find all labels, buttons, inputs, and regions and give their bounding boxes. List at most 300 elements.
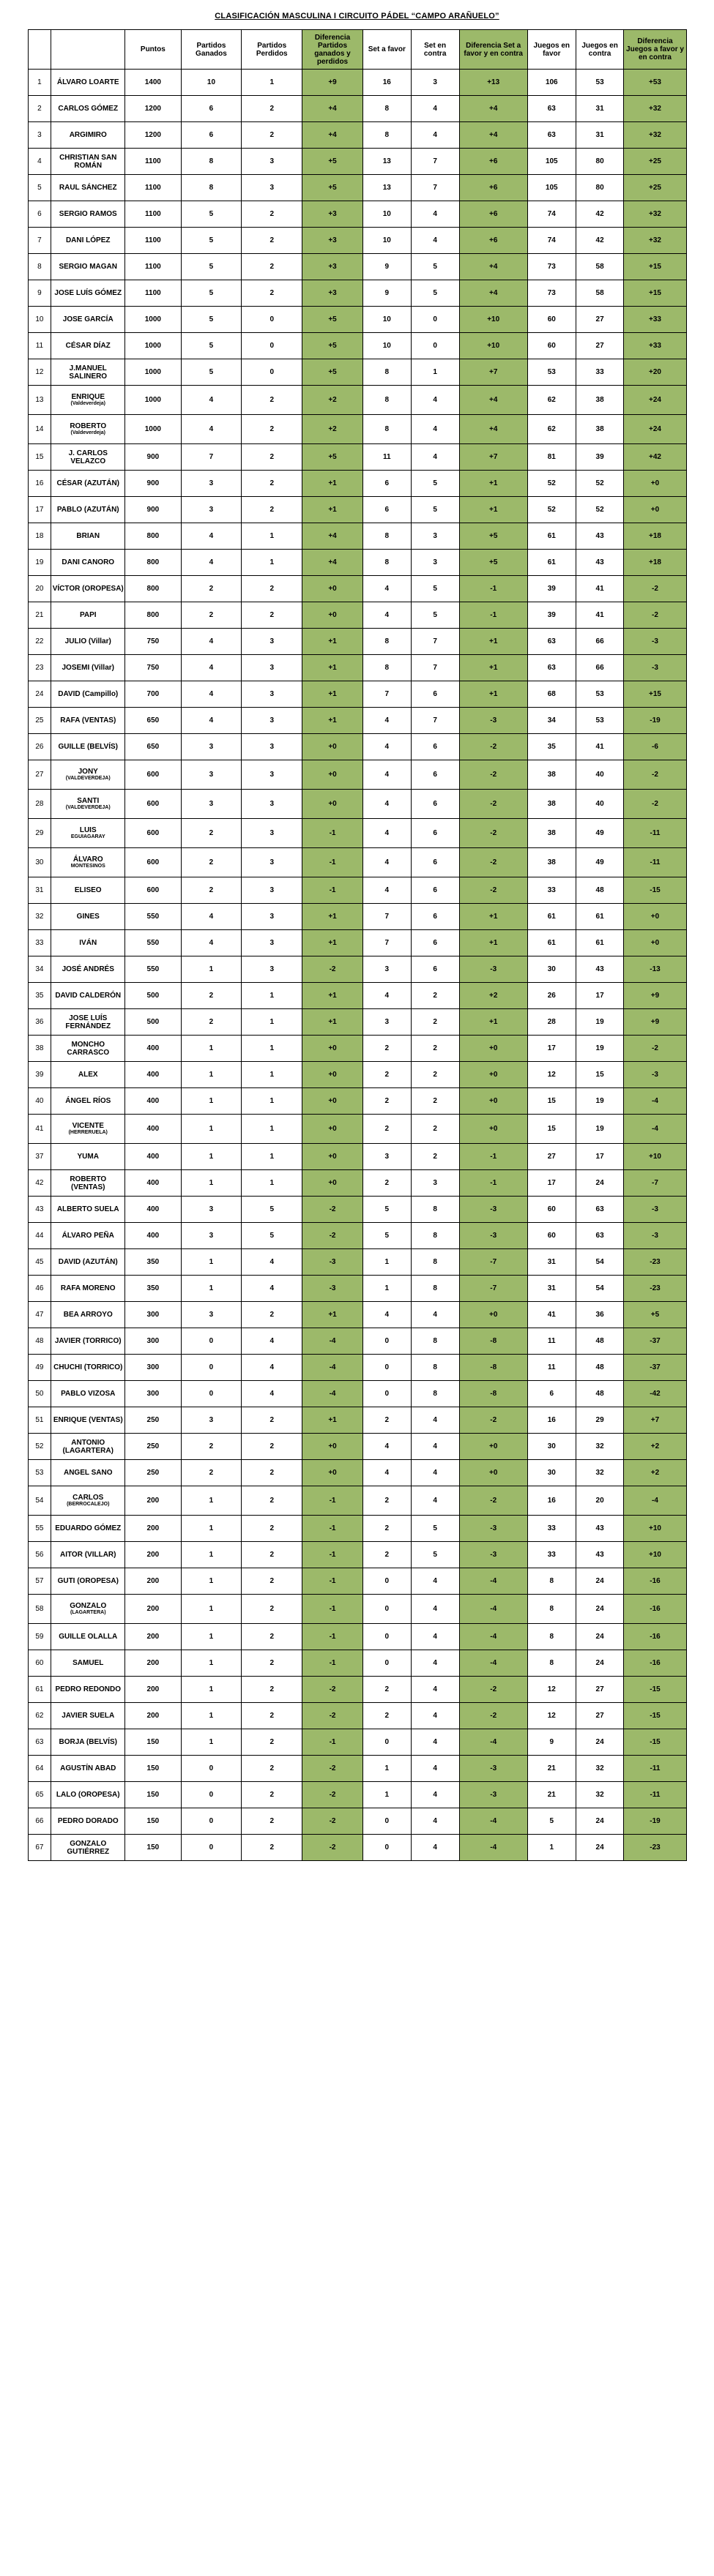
sets-diff-value: -3 bbox=[459, 1542, 527, 1568]
games-for-value: 12 bbox=[527, 1677, 576, 1703]
games-for-value: 39 bbox=[527, 576, 576, 602]
games-diff-value: +2 bbox=[624, 1460, 686, 1486]
games-diff-value: -23 bbox=[624, 1835, 686, 1861]
matches-diff-value: +5 bbox=[302, 359, 363, 386]
player-name bbox=[51, 1276, 125, 1302]
matches-won-value: 1 bbox=[181, 1729, 242, 1756]
matches-won-value: 3 bbox=[181, 1407, 242, 1434]
games-for-value: 60 bbox=[527, 1197, 576, 1223]
matches-lost-value: 3 bbox=[242, 930, 302, 956]
sets-against-value: 3 bbox=[411, 70, 459, 96]
matches-lost-value: 3 bbox=[242, 629, 302, 655]
matches-diff-value: +2 bbox=[302, 415, 363, 444]
row-position: 65 bbox=[28, 1782, 51, 1808]
games-against-value: 66 bbox=[576, 655, 624, 681]
matches-diff-value: +5 bbox=[302, 149, 363, 175]
sets-diff-value: +6 bbox=[459, 149, 527, 175]
player-name bbox=[51, 1650, 125, 1677]
sets-diff-value: -1 bbox=[459, 602, 527, 629]
matches-won-value: 4 bbox=[181, 550, 242, 576]
points-value: 200 bbox=[125, 1595, 181, 1624]
points-value: 400 bbox=[125, 1223, 181, 1249]
player-name bbox=[51, 1460, 125, 1486]
points-value: 1000 bbox=[125, 307, 181, 333]
matches-won-value: 0 bbox=[181, 1381, 242, 1407]
matches-lost-value: 3 bbox=[242, 149, 302, 175]
sets-for-value: 11 bbox=[362, 444, 411, 471]
player-name-text: DAVID CALDERÓN bbox=[55, 992, 122, 1000]
points-value: 750 bbox=[125, 629, 181, 655]
matches-lost-value: 2 bbox=[242, 1650, 302, 1677]
matches-won-value: 2 bbox=[181, 602, 242, 629]
player-name-text: ELISEO bbox=[74, 886, 102, 894]
matches-diff-value: -2 bbox=[302, 1808, 363, 1835]
sets-for-value: 0 bbox=[362, 1595, 411, 1624]
matches-lost-value: 2 bbox=[242, 1756, 302, 1782]
games-against-value: 61 bbox=[576, 904, 624, 930]
sets-for-value: 4 bbox=[362, 602, 411, 629]
player-name-text: VÍCTOR (OROPESA) bbox=[52, 585, 124, 593]
table-row bbox=[28, 1624, 686, 1650]
row-position: 16 bbox=[28, 471, 51, 497]
sets-for-value: 2 bbox=[362, 1407, 411, 1434]
games-for-value: 6 bbox=[527, 1381, 576, 1407]
player-name bbox=[51, 1677, 125, 1703]
games-against-value: 32 bbox=[576, 1434, 624, 1460]
sets-for-value: 4 bbox=[362, 819, 411, 848]
matches-lost-value: 5 bbox=[242, 1223, 302, 1249]
row-position: 40 bbox=[28, 1088, 51, 1115]
matches-won-value: 2 bbox=[181, 1009, 242, 1036]
games-against-value: 80 bbox=[576, 149, 624, 175]
sets-diff-value: +10 bbox=[459, 333, 527, 359]
matches-diff-value: -1 bbox=[302, 1568, 363, 1595]
games-diff-value: +15 bbox=[624, 280, 686, 307]
games-for-value: 74 bbox=[527, 201, 576, 228]
player-name-text: GONZALO bbox=[70, 1602, 107, 1611]
player-name bbox=[51, 149, 125, 175]
sets-against-value: 8 bbox=[411, 1355, 459, 1381]
points-value: 1100 bbox=[125, 280, 181, 307]
table-row bbox=[28, 280, 686, 307]
matches-diff-value: +0 bbox=[302, 1115, 363, 1144]
player-name bbox=[51, 1808, 125, 1835]
sets-for-value: 4 bbox=[362, 790, 411, 819]
sets-against-value: 4 bbox=[411, 228, 459, 254]
games-against-value: 17 bbox=[576, 1144, 624, 1170]
sets-diff-value: -8 bbox=[459, 1381, 527, 1407]
table-row bbox=[28, 1703, 686, 1729]
matches-diff-value: +1 bbox=[302, 1302, 363, 1328]
sets-diff-value: -7 bbox=[459, 1249, 527, 1276]
games-diff-value: +24 bbox=[624, 415, 686, 444]
matches-lost-value: 3 bbox=[242, 956, 302, 983]
table-row bbox=[28, 1302, 686, 1328]
row-position: 10 bbox=[28, 307, 51, 333]
matches-diff-value: -1 bbox=[302, 1624, 363, 1650]
matches-won-value: 2 bbox=[181, 848, 242, 877]
player-name bbox=[51, 444, 125, 471]
row-position: 3 bbox=[28, 122, 51, 149]
games-for-value: 12 bbox=[527, 1703, 576, 1729]
games-against-value: 42 bbox=[576, 228, 624, 254]
points-value: 700 bbox=[125, 681, 181, 708]
player-name-text: CARLOS bbox=[72, 1494, 104, 1502]
sets-diff-value: +6 bbox=[459, 175, 527, 201]
games-for-value: 73 bbox=[527, 254, 576, 280]
sets-against-value: 6 bbox=[411, 734, 459, 760]
matches-won-value: 0 bbox=[181, 1756, 242, 1782]
points-value: 1100 bbox=[125, 149, 181, 175]
player-name-text: SERGIO RAMOS bbox=[59, 210, 117, 218]
sets-against-value: 5 bbox=[411, 254, 459, 280]
sets-against-value: 6 bbox=[411, 877, 459, 904]
table-row bbox=[28, 444, 686, 471]
player-name bbox=[51, 228, 125, 254]
points-value: 400 bbox=[125, 1088, 181, 1115]
sets-for-value: 4 bbox=[362, 983, 411, 1009]
games-against-value: 33 bbox=[576, 359, 624, 386]
games-diff-value: -42 bbox=[624, 1381, 686, 1407]
games-against-value: 36 bbox=[576, 1302, 624, 1328]
matches-won-value: 3 bbox=[181, 1302, 242, 1328]
sets-diff-value: -3 bbox=[459, 956, 527, 983]
games-for-value: 1 bbox=[527, 1835, 576, 1861]
points-value: 200 bbox=[125, 1677, 181, 1703]
sets-for-value: 0 bbox=[362, 1624, 411, 1650]
matches-diff-value: +0 bbox=[302, 1088, 363, 1115]
row-position: 30 bbox=[28, 848, 51, 877]
sets-against-value: 5 bbox=[411, 1542, 459, 1568]
games-diff-value: +32 bbox=[624, 228, 686, 254]
matches-lost-value: 2 bbox=[242, 444, 302, 471]
games-diff-value: +33 bbox=[624, 333, 686, 359]
matches-lost-value: 1 bbox=[242, 1036, 302, 1062]
games-diff-value: +25 bbox=[624, 175, 686, 201]
sets-diff-value: -3 bbox=[459, 1223, 527, 1249]
player-name-text: JAVIER SUELA bbox=[62, 1712, 115, 1720]
games-for-value: 8 bbox=[527, 1595, 576, 1624]
games-diff-value: -19 bbox=[624, 1808, 686, 1835]
player-name-text: GINES bbox=[76, 913, 100, 921]
sets-for-value: 9 bbox=[362, 254, 411, 280]
games-for-value: 60 bbox=[527, 333, 576, 359]
games-against-value: 24 bbox=[576, 1595, 624, 1624]
matches-lost-value: 3 bbox=[242, 904, 302, 930]
games-diff-value: -3 bbox=[624, 1197, 686, 1223]
sets-diff-value: -1 bbox=[459, 1170, 527, 1197]
player-name bbox=[51, 1328, 125, 1355]
games-against-value: 43 bbox=[576, 1516, 624, 1542]
matches-diff-value: +1 bbox=[302, 655, 363, 681]
points-value: 500 bbox=[125, 983, 181, 1009]
games-diff-value: +10 bbox=[624, 1542, 686, 1568]
matches-won-value: 6 bbox=[181, 96, 242, 122]
table-row bbox=[28, 497, 686, 523]
row-position: 9 bbox=[28, 280, 51, 307]
sets-for-value: 3 bbox=[362, 956, 411, 983]
table-row bbox=[28, 602, 686, 629]
player-name bbox=[51, 254, 125, 280]
matches-won-value: 0 bbox=[181, 1835, 242, 1861]
player-club: (VALDEVERDEJA) bbox=[65, 776, 111, 782]
sets-diff-value: -2 bbox=[459, 1407, 527, 1434]
games-against-value: 20 bbox=[576, 1486, 624, 1516]
points-value: 400 bbox=[125, 1115, 181, 1144]
player-name bbox=[51, 359, 125, 386]
player-name-text: PAPI bbox=[79, 611, 97, 619]
player-name bbox=[51, 1624, 125, 1650]
sets-diff-value: -4 bbox=[459, 1729, 527, 1756]
matches-won-value: 5 bbox=[181, 280, 242, 307]
points-value: 500 bbox=[125, 1009, 181, 1036]
games-diff-value: -11 bbox=[624, 819, 686, 848]
sets-diff-value: +4 bbox=[459, 386, 527, 415]
player-name-text: GUILLE (BELVÍS) bbox=[58, 743, 118, 751]
row-position: 21 bbox=[28, 602, 51, 629]
games-against-value: 53 bbox=[576, 70, 624, 96]
sets-against-value: 4 bbox=[411, 1624, 459, 1650]
sets-for-value: 5 bbox=[362, 1197, 411, 1223]
matches-diff-value: +5 bbox=[302, 333, 363, 359]
games-against-value: 43 bbox=[576, 550, 624, 576]
matches-diff-value: +4 bbox=[302, 550, 363, 576]
row-position: 29 bbox=[28, 819, 51, 848]
games-against-value: 66 bbox=[576, 629, 624, 655]
sets-diff-value: +4 bbox=[459, 122, 527, 149]
sets-for-value: 0 bbox=[362, 1808, 411, 1835]
player-name-text: ROBERTO bbox=[70, 422, 107, 431]
sets-against-value: 7 bbox=[411, 149, 459, 175]
row-position: 43 bbox=[28, 1197, 51, 1223]
table-row bbox=[28, 1115, 686, 1144]
games-for-value: 63 bbox=[527, 629, 576, 655]
games-against-value: 27 bbox=[576, 1677, 624, 1703]
table-row bbox=[28, 576, 686, 602]
row-position: 46 bbox=[28, 1276, 51, 1302]
table-row bbox=[28, 201, 686, 228]
sets-for-value: 4 bbox=[362, 576, 411, 602]
matches-diff-value: -1 bbox=[302, 1729, 363, 1756]
sets-against-value: 4 bbox=[411, 201, 459, 228]
table-row bbox=[28, 708, 686, 734]
player-name-text: RAFA MORENO bbox=[60, 1284, 116, 1292]
games-diff-value: +53 bbox=[624, 70, 686, 96]
matches-diff-value: +1 bbox=[302, 708, 363, 734]
matches-diff-value: -2 bbox=[302, 1756, 363, 1782]
matches-won-value: 6 bbox=[181, 122, 242, 149]
table-row bbox=[28, 96, 686, 122]
games-diff-value: -37 bbox=[624, 1355, 686, 1381]
games-for-value: 60 bbox=[527, 307, 576, 333]
table-row bbox=[28, 1009, 686, 1036]
player-name bbox=[51, 734, 125, 760]
player-name-text: CARLOS GÓMEZ bbox=[58, 105, 119, 113]
matches-won-value: 5 bbox=[181, 254, 242, 280]
games-against-value: 24 bbox=[576, 1808, 624, 1835]
sets-against-value: 4 bbox=[411, 1434, 459, 1460]
sets-diff-value: -4 bbox=[459, 1835, 527, 1861]
matches-diff-value: +3 bbox=[302, 280, 363, 307]
games-against-value: 29 bbox=[576, 1407, 624, 1434]
games-for-value: 105 bbox=[527, 149, 576, 175]
games-against-value: 54 bbox=[576, 1276, 624, 1302]
player-name bbox=[51, 201, 125, 228]
row-position: 8 bbox=[28, 254, 51, 280]
column-header-partidos-perdidos: Partidos Perdidos bbox=[242, 30, 302, 70]
row-position: 59 bbox=[28, 1624, 51, 1650]
matches-won-value: 1 bbox=[181, 1677, 242, 1703]
sets-for-value: 2 bbox=[362, 1542, 411, 1568]
matches-diff-value: +1 bbox=[302, 1009, 363, 1036]
matches-lost-value: 2 bbox=[242, 1782, 302, 1808]
table-row bbox=[28, 760, 686, 790]
player-name-text: GUILLE OLALLA bbox=[59, 1633, 118, 1641]
games-diff-value: -11 bbox=[624, 1756, 686, 1782]
sets-against-value: 4 bbox=[411, 1703, 459, 1729]
table-row bbox=[28, 1144, 686, 1170]
sets-against-value: 7 bbox=[411, 175, 459, 201]
row-position: 37 bbox=[28, 1144, 51, 1170]
sets-for-value: 13 bbox=[362, 149, 411, 175]
matches-lost-value: 2 bbox=[242, 1486, 302, 1516]
games-for-value: 62 bbox=[527, 386, 576, 415]
games-against-value: 61 bbox=[576, 930, 624, 956]
sets-against-value: 3 bbox=[411, 1170, 459, 1197]
matches-won-value: 1 bbox=[181, 1249, 242, 1276]
matches-won-value: 2 bbox=[181, 819, 242, 848]
sets-diff-value: +1 bbox=[459, 930, 527, 956]
matches-won-value: 0 bbox=[181, 1355, 242, 1381]
row-position: 61 bbox=[28, 1677, 51, 1703]
games-for-value: 61 bbox=[527, 930, 576, 956]
games-for-value: 52 bbox=[527, 497, 576, 523]
matches-lost-value: 4 bbox=[242, 1276, 302, 1302]
player-club: (Valdeverdeja) bbox=[70, 401, 105, 407]
points-value: 750 bbox=[125, 655, 181, 681]
points-value: 150 bbox=[125, 1782, 181, 1808]
sets-for-value: 8 bbox=[362, 415, 411, 444]
table-row bbox=[28, 819, 686, 848]
sets-for-value: 0 bbox=[362, 1729, 411, 1756]
player-name-text: VICENTE bbox=[72, 1122, 104, 1131]
games-for-value: 74 bbox=[527, 228, 576, 254]
points-value: 650 bbox=[125, 734, 181, 760]
sets-against-value: 4 bbox=[411, 1650, 459, 1677]
games-diff-value: +15 bbox=[624, 254, 686, 280]
games-diff-value: -3 bbox=[624, 1223, 686, 1249]
sets-diff-value: -1 bbox=[459, 1144, 527, 1170]
points-value: 250 bbox=[125, 1407, 181, 1434]
games-against-value: 54 bbox=[576, 1249, 624, 1276]
player-name-text: CÉSAR DÍAZ bbox=[65, 342, 111, 350]
sets-against-value: 4 bbox=[411, 122, 459, 149]
matches-diff-value: -2 bbox=[302, 1223, 363, 1249]
player-name bbox=[51, 1115, 125, 1144]
points-value: 200 bbox=[125, 1516, 181, 1542]
player-name bbox=[51, 760, 125, 790]
matches-lost-value: 1 bbox=[242, 550, 302, 576]
matches-lost-value: 3 bbox=[242, 760, 302, 790]
matches-lost-value: 2 bbox=[242, 386, 302, 415]
games-for-value: 16 bbox=[527, 1407, 576, 1434]
row-position: 14 bbox=[28, 415, 51, 444]
sets-against-value: 7 bbox=[411, 655, 459, 681]
matches-lost-value: 2 bbox=[242, 1729, 302, 1756]
sets-for-value: 10 bbox=[362, 333, 411, 359]
player-name-text: ÁLVARO bbox=[72, 855, 103, 864]
sets-against-value: 6 bbox=[411, 848, 459, 877]
table-row bbox=[28, 655, 686, 681]
matches-lost-value: 2 bbox=[242, 228, 302, 254]
sets-for-value: 8 bbox=[362, 386, 411, 415]
matches-lost-value: 3 bbox=[242, 848, 302, 877]
sets-diff-value: +1 bbox=[459, 904, 527, 930]
table-row bbox=[28, 1062, 686, 1088]
sets-diff-value: +1 bbox=[459, 629, 527, 655]
matches-lost-value: 2 bbox=[242, 1302, 302, 1328]
sets-for-value: 0 bbox=[362, 1381, 411, 1407]
player-name bbox=[51, 877, 125, 904]
games-for-value: 17 bbox=[527, 1036, 576, 1062]
games-for-value: 8 bbox=[527, 1650, 576, 1677]
player-name-text: J.MANUEL SALINERO bbox=[69, 364, 108, 381]
player-name-text: ANGEL SANO bbox=[63, 1469, 113, 1477]
matches-diff-value: +1 bbox=[302, 471, 363, 497]
sets-diff-value: -4 bbox=[459, 1568, 527, 1595]
matches-diff-value: +4 bbox=[302, 523, 363, 550]
table-row bbox=[28, 629, 686, 655]
player-name bbox=[51, 904, 125, 930]
player-name bbox=[51, 1756, 125, 1782]
games-against-value: 39 bbox=[576, 444, 624, 471]
sets-against-value: 4 bbox=[411, 1729, 459, 1756]
matches-won-value: 1 bbox=[181, 1144, 242, 1170]
table-row bbox=[28, 1650, 686, 1677]
games-for-value: 21 bbox=[527, 1756, 576, 1782]
games-diff-value: -11 bbox=[624, 848, 686, 877]
sets-against-value: 4 bbox=[411, 1302, 459, 1328]
table-row bbox=[28, 1381, 686, 1407]
matches-diff-value: +3 bbox=[302, 228, 363, 254]
matches-won-value: 1 bbox=[181, 1170, 242, 1197]
table-row bbox=[28, 1355, 686, 1381]
games-for-value: 39 bbox=[527, 602, 576, 629]
points-value: 1000 bbox=[125, 333, 181, 359]
player-name-text: J. CARLOS VELAZCO bbox=[68, 449, 108, 465]
games-against-value: 24 bbox=[576, 1729, 624, 1756]
games-against-value: 48 bbox=[576, 1381, 624, 1407]
row-position: 7 bbox=[28, 228, 51, 254]
matches-lost-value: 2 bbox=[242, 1624, 302, 1650]
matches-lost-value: 3 bbox=[242, 655, 302, 681]
games-diff-value: -2 bbox=[624, 790, 686, 819]
player-name-text: PABLO VIZOSA bbox=[61, 1390, 116, 1398]
player-name bbox=[51, 1197, 125, 1223]
sets-for-value: 2 bbox=[362, 1170, 411, 1197]
games-diff-value: -23 bbox=[624, 1249, 686, 1276]
games-for-value: 33 bbox=[527, 1516, 576, 1542]
row-position: 25 bbox=[28, 708, 51, 734]
matches-won-value: 2 bbox=[181, 576, 242, 602]
sets-diff-value: +4 bbox=[459, 96, 527, 122]
column-header-name bbox=[51, 30, 125, 70]
games-diff-value: -4 bbox=[624, 1486, 686, 1516]
matches-lost-value: 1 bbox=[242, 1170, 302, 1197]
table-row bbox=[28, 956, 686, 983]
games-for-value: 33 bbox=[527, 1542, 576, 1568]
sets-against-value: 6 bbox=[411, 760, 459, 790]
